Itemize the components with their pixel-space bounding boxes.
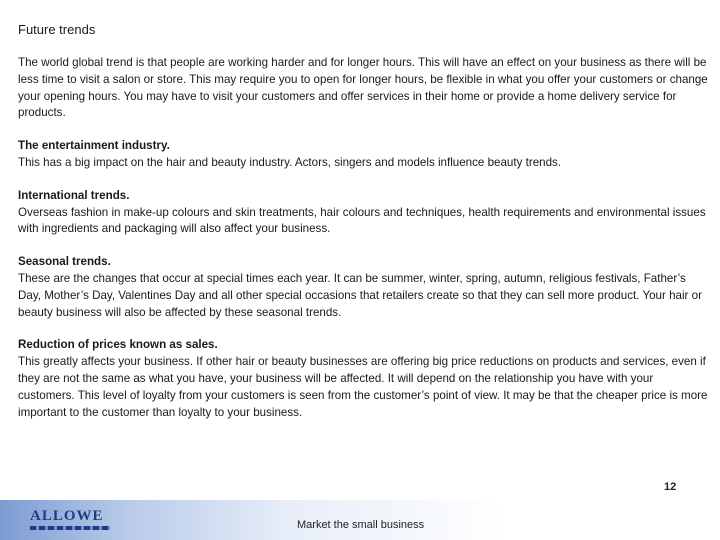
page-title: Future trends [18, 22, 96, 37]
footer [0, 500, 720, 540]
section-heading: The entertainment industry. [18, 139, 170, 153]
slide-content [18, 22, 708, 437]
logo-text: ALLOWE [30, 508, 104, 524]
page-number: 12 [664, 481, 677, 493]
section-body: This greatly affects your business. If other hair or beauty businesses are offering big price reductions on products and services, even if they are not the same as what you have, your business will be affected. It will depend on the relationship you have with your customers. This level of loyalty from your customers is seen from the customer’s point of view. It may be that the cheaper price is more important to the customer than loyalty to your business. [18, 355, 708, 419]
section-sales [18, 337, 708, 421]
logo-underline [30, 526, 110, 530]
section-body: Overseas fashion in make-up colours and skin treatments, hair colours and techniques, health requirements and environmental issues with ingredients and packaging will also affect your business. [18, 205, 706, 236]
section-entertainment [18, 138, 708, 172]
section-heading: International trends. [18, 188, 130, 202]
section-body: This has a big impact on the hair and beauty industry. Actors, singers and models influence beauty trends. [18, 155, 562, 169]
section-heading: Reduction of prices known as sales. [18, 338, 218, 352]
intro-paragraph: The world global trend is that people are working harder and for longer hours. This will have an effect on your business as there will be less time to visit a salon or store. This may require you to open for longer hours, be flexible in what you offer your customers or change your opening hours. You may have to visit your customers and offer services in their home or provide a home delivery service for products. [18, 56, 708, 120]
section-body: These are the changes that occur at special times each year. It can be summer, winter, spring, autumn, religious festivals, Father’s Day, Mother’s Day, Valentines Day and all other special occasions that retailers create so that they can sell more product. Your hair or beauty business will also be affected by these seasonal trends. [18, 271, 702, 319]
footer-title: Market the small business [297, 519, 425, 531]
section-international [18, 188, 708, 238]
section-seasonal [18, 254, 708, 321]
logo [30, 508, 112, 534]
section-heading: Seasonal trends. [18, 255, 111, 269]
